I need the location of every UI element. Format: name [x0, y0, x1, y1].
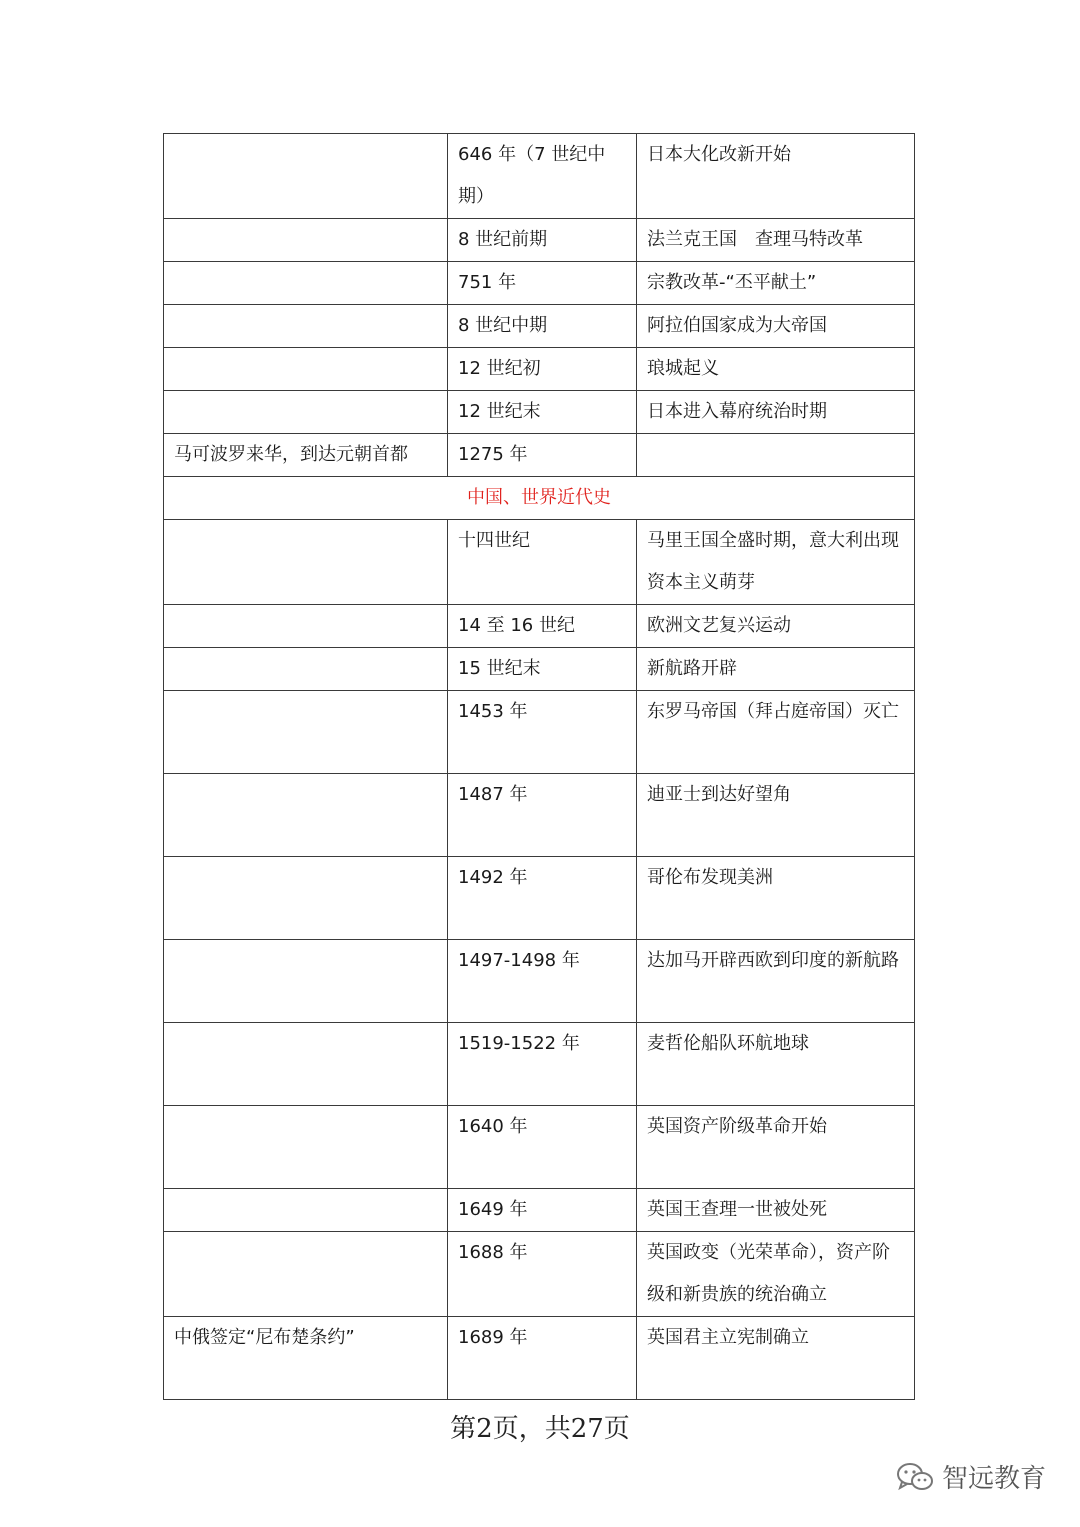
watermark-text: 智远教育	[941, 1464, 1046, 1494]
table-row	[164, 348, 915, 391]
date-cell	[448, 1232, 637, 1317]
china-event-cell	[164, 774, 448, 857]
china-event-cell	[164, 1317, 448, 1400]
china-event-cell	[164, 940, 448, 1023]
date-cell	[448, 1023, 637, 1106]
date-cell-text: 14 至 16 世纪	[458, 615, 575, 636]
date-cell	[448, 305, 637, 348]
table-row	[164, 1232, 915, 1317]
world-event-cell	[637, 605, 915, 648]
world-event-cell-text: 麦哲伦船队环航地球	[647, 1033, 809, 1054]
world-event-cell-text: 达加马开辟西欧到印度的新航路	[647, 950, 899, 971]
date-cell-text: 646 年（7 世纪中期）	[458, 144, 606, 207]
world-event-cell	[637, 648, 915, 691]
date-cell-text: 1275 年	[458, 444, 528, 465]
history-timeline-table	[163, 133, 915, 1400]
date-cell-text: 1640 年	[458, 1116, 528, 1137]
world-event-cell-text: 日本进入幕府统治时期	[647, 401, 827, 422]
world-event-cell	[637, 1189, 915, 1232]
date-cell	[448, 605, 637, 648]
date-cell	[448, 1106, 637, 1189]
date-cell	[448, 391, 637, 434]
date-cell-text: 751 年	[458, 272, 517, 293]
date-cell	[448, 1317, 637, 1400]
world-event-cell-text: 迪亚士到达好望角	[647, 784, 791, 805]
world-event-cell-text: 英国资产阶级革命开始	[647, 1116, 827, 1137]
china-event-cell	[164, 262, 448, 305]
world-event-cell	[637, 1106, 915, 1189]
world-event-cell-text: 法兰克王国 查理马特改革	[647, 229, 863, 250]
table-row	[164, 1189, 915, 1232]
world-event-cell-text: 马里王国全盛时期，意大利出现资本主义萌芽	[647, 530, 899, 593]
date-cell-text: 1689 年	[458, 1327, 528, 1348]
date-cell-text: 8 世纪前期	[458, 229, 548, 250]
section-title-text: 中国、世界近代史	[467, 487, 611, 508]
date-cell	[448, 691, 637, 774]
world-event-cell	[637, 857, 915, 940]
china-event-cell-text: 中俄签定“尼布楚条约”	[174, 1327, 355, 1348]
world-event-cell	[637, 305, 915, 348]
date-cell-text: 12 世纪末	[458, 401, 541, 422]
date-cell-text: 8 世纪中期	[458, 315, 548, 336]
world-event-cell	[637, 691, 915, 774]
date-cell	[448, 520, 637, 605]
date-cell-text: 15 世纪末	[458, 658, 541, 679]
section-header-row	[164, 477, 915, 520]
world-event-cell	[637, 1232, 915, 1317]
china-event-cell	[164, 391, 448, 434]
date-cell-text: 1649 年	[458, 1199, 528, 1220]
date-cell	[448, 434, 637, 477]
table-row	[164, 1106, 915, 1189]
china-event-cell	[164, 1106, 448, 1189]
china-event-cell	[164, 1189, 448, 1232]
page-number: 第2页，共27页	[450, 1414, 630, 1444]
table-row	[164, 774, 915, 857]
date-cell-text: 1453 年	[458, 701, 528, 722]
timeline-body-modern	[164, 520, 915, 1400]
table-row	[164, 219, 915, 262]
world-event-cell	[637, 134, 915, 219]
world-event-cell	[637, 434, 915, 477]
china-event-cell	[164, 134, 448, 219]
world-event-cell-text: 英国政变（光荣革命），资产阶级和新贵族的统治确立	[647, 1242, 890, 1305]
china-event-cell	[164, 434, 448, 477]
china-event-cell	[164, 219, 448, 262]
world-event-cell-text: 东罗马帝国（拜占庭帝国）灭亡	[647, 701, 899, 722]
world-event-cell	[637, 391, 915, 434]
date-cell-text: 十四世纪	[458, 530, 530, 551]
date-cell-text: 12 世纪初	[458, 358, 541, 379]
date-cell	[448, 262, 637, 305]
wechat-icon	[896, 1461, 934, 1493]
date-cell	[448, 774, 637, 857]
world-event-cell-text: 日本大化改新开始	[647, 144, 791, 165]
table-row	[164, 857, 915, 940]
table-row	[164, 262, 915, 305]
world-event-cell-text: 琅城起义	[647, 358, 719, 379]
world-event-cell	[637, 262, 915, 305]
table-row	[164, 691, 915, 774]
china-event-cell	[164, 857, 448, 940]
date-cell	[448, 648, 637, 691]
world-event-cell	[637, 219, 915, 262]
china-event-cell	[164, 1023, 448, 1106]
china-event-cell-text: 马可波罗来华，到达元朝首都	[174, 444, 408, 465]
date-cell	[448, 348, 637, 391]
world-event-cell-text: 哥伦布发现美洲	[647, 867, 773, 888]
china-event-cell	[164, 348, 448, 391]
date-cell	[448, 1189, 637, 1232]
table-row	[164, 134, 915, 219]
date-cell	[448, 134, 637, 219]
date-cell-text: 1492 年	[458, 867, 528, 888]
table-row	[164, 391, 915, 434]
date-cell-text: 1519-1522 年	[458, 1033, 580, 1054]
world-event-cell	[637, 520, 915, 605]
world-event-cell-text: 宗教改革-“丕平献土”	[647, 272, 817, 293]
date-cell-text: 1688 年	[458, 1242, 528, 1263]
world-event-cell	[637, 774, 915, 857]
table-row	[164, 648, 915, 691]
china-event-cell	[164, 520, 448, 605]
china-event-cell	[164, 305, 448, 348]
date-cell-text: 1487 年	[458, 784, 528, 805]
china-event-cell	[164, 1232, 448, 1317]
section-title	[164, 477, 915, 520]
china-event-cell	[164, 691, 448, 774]
table-row	[164, 1317, 915, 1400]
table-row	[164, 1023, 915, 1106]
date-cell	[448, 940, 637, 1023]
china-event-cell	[164, 648, 448, 691]
world-event-cell-text: 阿拉伯国家成为大帝国	[647, 315, 827, 336]
china-event-cell	[164, 605, 448, 648]
watermark	[896, 1458, 1046, 1495]
date-cell	[448, 857, 637, 940]
timeline-body-early	[164, 134, 915, 477]
table-row	[164, 605, 915, 648]
world-event-cell-text: 新航路开辟	[647, 658, 737, 679]
world-event-cell-text: 英国君主立宪制确立	[647, 1327, 809, 1348]
table-row	[164, 305, 915, 348]
world-event-cell	[637, 348, 915, 391]
world-event-cell-text: 欧洲文艺复兴运动	[647, 615, 791, 636]
world-event-cell	[637, 1317, 915, 1400]
world-event-cell-text: 英国王查理一世被处死	[647, 1199, 827, 1220]
date-cell	[448, 219, 637, 262]
section-header-body	[164, 477, 915, 520]
date-cell-text: 1497-1498 年	[458, 950, 580, 971]
world-event-cell	[637, 1023, 915, 1106]
table-row	[164, 940, 915, 1023]
table-row	[164, 434, 915, 477]
table-row	[164, 520, 915, 605]
world-event-cell	[637, 940, 915, 1023]
